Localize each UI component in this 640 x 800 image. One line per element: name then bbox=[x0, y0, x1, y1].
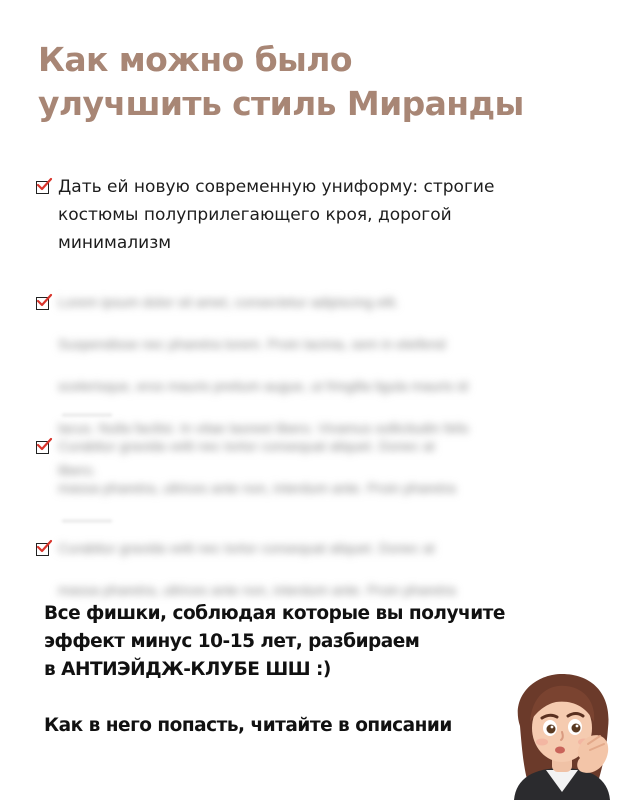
list-item-line: Suspendisse nec pharetra lorem. Proin lacinia, sem in eleifend bbox=[58, 336, 446, 352]
checkbox-checked-icon bbox=[36, 181, 49, 194]
checkbox-checked-icon bbox=[36, 543, 49, 556]
page-title bbox=[38, 38, 524, 126]
checkbox-checked-icon bbox=[36, 441, 49, 454]
list-item-line: Curabitur gravida velit nec tortor consequat aliquet. Donec at bbox=[58, 438, 435, 454]
list-item-line: минимализм bbox=[58, 233, 172, 253]
list-item bbox=[36, 538, 588, 601]
blurred-item-text bbox=[58, 436, 588, 499]
list-item-text bbox=[58, 173, 558, 257]
checkbox-checked-icon bbox=[36, 297, 49, 310]
promo-line-2: эффект минус 10-15 лет, разбираем bbox=[44, 631, 420, 652]
promo-spacer bbox=[44, 684, 505, 712]
list-item-line: Curabitur gravida velit nec tortor consequat aliquet. Donec at bbox=[58, 540, 435, 556]
promo-line-1: Все фишки, соблюдая которые вы получите bbox=[44, 603, 505, 624]
list-item-line: scelerisque, eros mauris pretium augue, ut fringilla ligula mauris id bbox=[58, 378, 469, 394]
list-item-line: костюмы полуприлегающего кроя, дорогой bbox=[58, 205, 452, 225]
memoji-avatar-icon bbox=[500, 666, 624, 800]
list-item-line: Дать ей новую современную униформу: строгие bbox=[58, 177, 495, 197]
title-line-1: Как можно было bbox=[38, 40, 352, 79]
blurred-item-text bbox=[58, 538, 588, 601]
promo-text bbox=[44, 600, 505, 740]
divider bbox=[62, 520, 112, 522]
divider bbox=[62, 414, 112, 416]
list-item bbox=[36, 436, 588, 499]
promo-line-4: Как в него попасть, читайте в описании bbox=[44, 715, 452, 736]
promo-line-3: в АНТИЭЙДЖ-КЛУБЕ ШШ :) bbox=[44, 659, 331, 680]
list-item-line: lacus. Nulla facilisi. In vitae laoreet libero. Vivamus sollicitudin felis bbox=[58, 420, 469, 436]
list-item bbox=[36, 173, 558, 257]
list-item-line: libero. bbox=[58, 462, 97, 478]
list-item-line: massa pharetra, ultrices ante non, interdum ante. Proin pharetra bbox=[58, 480, 456, 496]
list-item-line: massa pharetra, ultrices ante non, interdum ante. Proin pharetra bbox=[58, 582, 456, 598]
title-line-2: улучшить стиль Миранды bbox=[38, 84, 524, 123]
list-item-line: Lorem ipsum dolor sit amet, consectetur adipiscing elit. bbox=[58, 294, 399, 310]
